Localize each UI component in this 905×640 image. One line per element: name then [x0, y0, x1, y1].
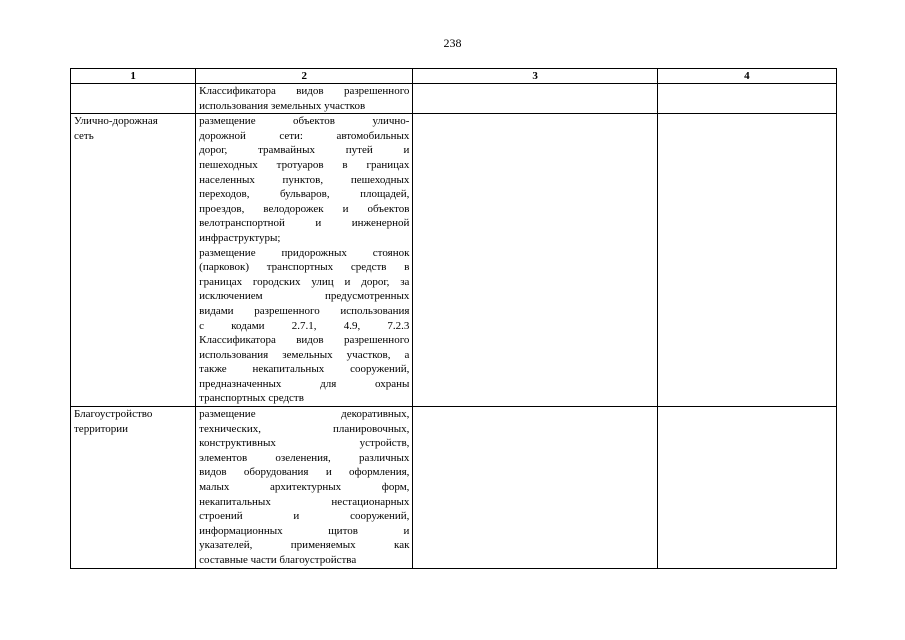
use-name-line: территории — [74, 422, 129, 435]
cell-use-description — [196, 114, 413, 407]
description-line: использования земельных участков — [199, 99, 366, 112]
page-number: 238 — [443, 36, 462, 50]
description-line: элементов озеленения, различных — [199, 451, 410, 464]
description-line: границах городских улиц и дорог, за — [199, 275, 410, 288]
cell-col-3 — [413, 407, 657, 569]
description-line: технических, планировочных, — [199, 422, 410, 435]
description-line: с кодами 2.7.1, 4.9, 7.2.3 — [199, 319, 410, 332]
description-line: предназначенных для охраны — [199, 377, 410, 390]
use-name-line: Улично-дорожная — [74, 115, 158, 128]
header-col-1: 1 — [71, 69, 196, 84]
cell-col-3 — [413, 114, 657, 407]
description-line: Классификатора видов разрешенного — [199, 334, 410, 347]
description-line: видами разрешенного использования — [199, 304, 410, 317]
land-use-table — [70, 68, 837, 569]
cell-use-description — [196, 407, 413, 569]
cell-col-4 — [657, 407, 836, 569]
cell-use-name — [71, 114, 196, 407]
description-line: размещение придорожных стоянок — [199, 246, 410, 259]
table-row — [71, 114, 837, 407]
description-line: населенных пунктов, пешеходных — [199, 173, 410, 186]
description-line: составные части благоустройства — [199, 554, 357, 566]
description-line: видов оборудования и оформления, — [199, 466, 410, 479]
description-line: дорог, трамвайных путей и — [199, 144, 410, 157]
description-line: строений и сооружений, — [199, 510, 410, 523]
header-col-3: 3 — [413, 69, 657, 84]
description-line: исключением предусмотренных — [199, 290, 410, 303]
description-line: транспортных средств — [199, 392, 304, 405]
header-col-4: 4 — [657, 69, 836, 84]
description-line: использования земельных участков, а — [199, 348, 410, 361]
table-row — [71, 407, 837, 569]
description-line: дорожной сети: автомобильных — [199, 129, 410, 142]
description-line: переходов, бульваров, площадей, — [199, 188, 410, 201]
description-line: велотранспортной и инженерной — [199, 217, 410, 230]
description-line: малых архитектурных форм, — [199, 481, 410, 494]
description-line: инфраструктуры; — [199, 231, 281, 244]
cell-use-name — [71, 407, 196, 569]
description-line: указателей, применяемых как — [199, 539, 410, 552]
cell-use-name — [71, 84, 196, 114]
description-line: (парковок) транспортных средств в — [199, 261, 410, 274]
use-name-line: Благоустройство — [74, 408, 153, 421]
cell-col-4 — [657, 84, 836, 114]
description-line: некапитальных нестационарных — [199, 495, 410, 508]
description-line: Классификатора видов разрешенного — [199, 85, 410, 97]
description-line: пешеходных тротуаров в границах — [199, 158, 410, 171]
description-line: проездов, велодорожек и объектов — [199, 202, 410, 215]
cell-col-3 — [413, 84, 657, 114]
cell-col-4 — [657, 114, 836, 407]
description-line: информационных щитов и — [199, 524, 410, 537]
description-line: размещение декоративных, — [199, 408, 410, 421]
use-name-line: сеть — [74, 129, 94, 142]
header-col-2: 2 — [196, 69, 413, 84]
description-line: размещение объектов улично- — [199, 115, 410, 128]
description-line: конструктивных устройств, — [199, 437, 410, 450]
table-header-row — [71, 69, 837, 84]
table-row — [71, 84, 837, 114]
description-line: также некапитальных сооружений, — [199, 363, 410, 376]
cell-use-description — [196, 84, 413, 114]
